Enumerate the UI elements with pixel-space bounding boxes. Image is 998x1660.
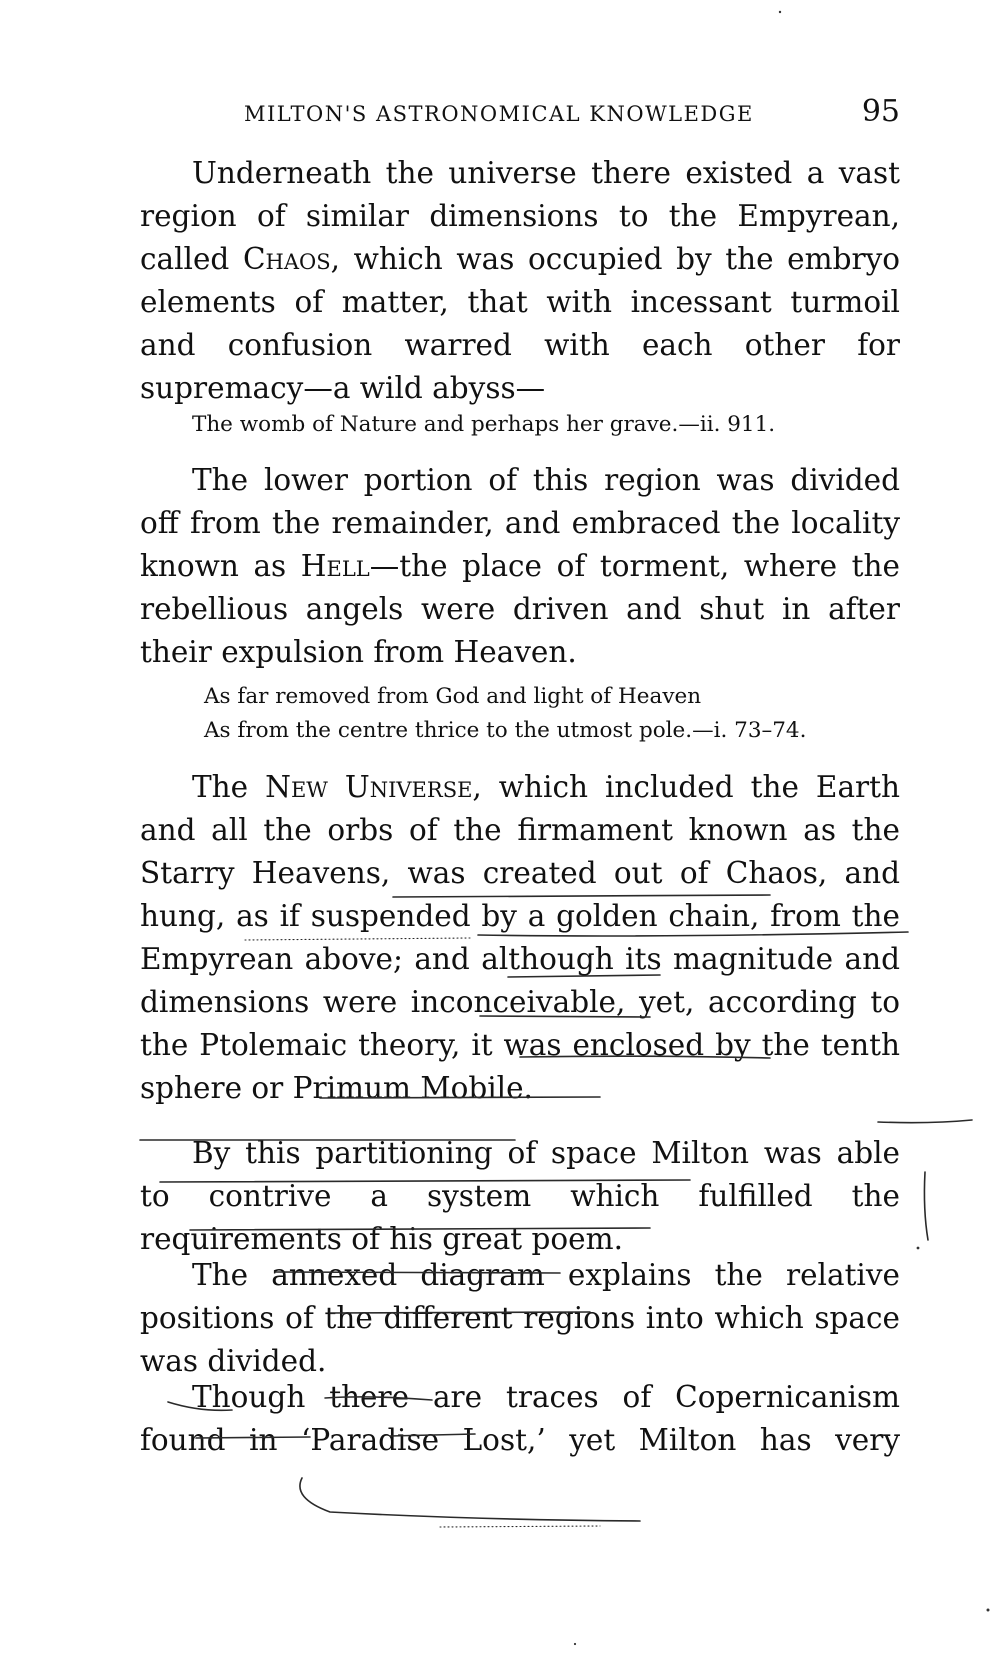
term-hell: Hell (300, 549, 370, 583)
paragraph-partitioning: By this partitioning of space Milton was able to contrive a system which fulfilled the requirements of his great poem. (140, 1136, 900, 1256)
quote-line: The womb of Nature and perhaps her grave.—ii. 911. (192, 412, 776, 437)
term-chaos: Chaos (242, 242, 331, 276)
margin-bracket (924, 1172, 928, 1240)
paragraph-hell-pre: The lower portion of this region was divided off from the remainder, and embraced the locality known as (140, 463, 900, 583)
paragraph-hell (140, 459, 900, 674)
running-header (140, 92, 900, 132)
quote-far-removed (204, 680, 904, 748)
paragraph-chaos-post: , which was occupied by the embryo elements of matter, that with incessant turmoil and confusion warred with each other for supremacy—a wild abyss— (140, 242, 900, 405)
curve-mark (300, 1478, 640, 1521)
quote-line: As from the centre thrice to the utmost pole.—i. 73–74. (204, 718, 807, 743)
paragraph-chaos (140, 152, 900, 410)
paragraph-new-universe-post: , which included the Earth and all the orbs of the firmament known as the Starry Heavens, was created out of Chaos, and hung, as if suspended by a golden chain, from the Empyrean above; and although its magnitude and dimensions were inconceivable, yet, according to the Ptolemaic theory, it was enclosed by the tenth sphere or Primum Mobile. (140, 770, 900, 1105)
quote-line: As far removed from God and light of Heaven (204, 684, 702, 709)
quote-womb-of-nature (192, 408, 892, 442)
paragraph-hell-post: —the place of torment, where the rebellious angels were driven and shut in after their expulsion from Heaven. (140, 549, 900, 669)
paragraph-chaos-pre: Underneath the universe there existed a vast region of similar dimensions to the Empyrean, called (140, 156, 900, 276)
paragraph-new-universe-pre: The (192, 770, 266, 804)
page-number: 95 (861, 94, 900, 129)
paragraph-diagram: The annexed diagram explains the relative positions of the different regions into which space was divided. (140, 1258, 900, 1378)
paragraph-new-universe (140, 766, 900, 1110)
margin-dash (878, 1120, 972, 1123)
running-title: MILTON'S ASTRONOMICAL KNOWLEDGE (244, 102, 754, 126)
term-new-universe: New Universe (265, 770, 473, 804)
paragraph-copernicanism: Though there are traces of Copernicanism found in ‘Paradise Lost,’ yet Milton has very (140, 1380, 900, 1457)
